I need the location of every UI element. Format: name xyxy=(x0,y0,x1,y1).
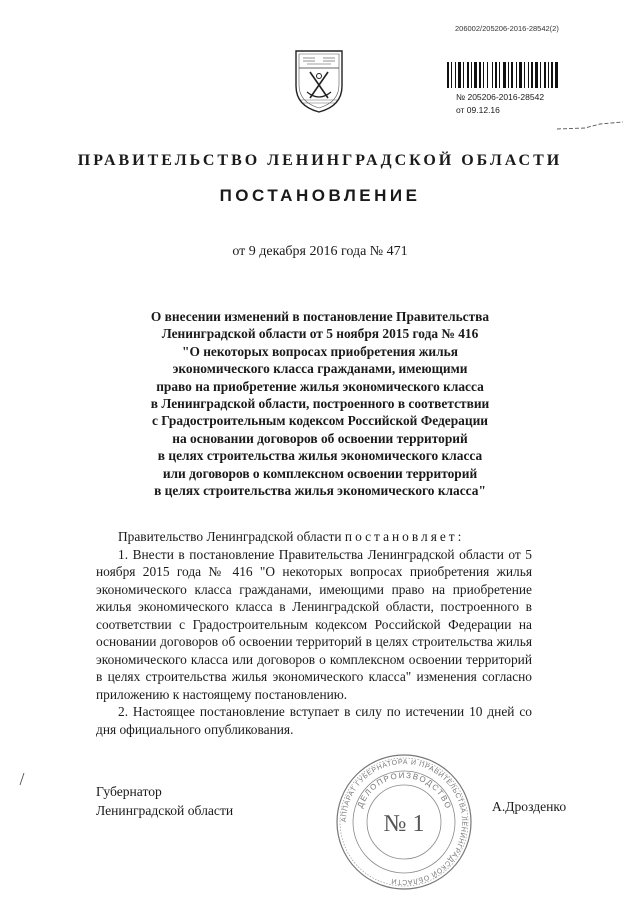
document-date-number: от 9 декабря 2016 года № 471 xyxy=(232,244,408,259)
subject-line: Ленинградской области от 5 ноября 2015 года № 416 xyxy=(161,326,479,342)
item-1: 1. Внести в постановление Правительства Ленинградской области от 5 ноября 2015 года № 416 "О некоторых вопросах приобретения жилья экономического класса гражданами, имеющими право на приобретение жилья экономического класса в Ленинградской области, построенного в соответствии с Градостроительным кодексом Российской Федерации на основании договоров об освоении территорий в целях строительства жилья экономического класса или договоров о комплексном освоении территорий в целях строительства жилья экономического класса" изменения согласно приложению к настоящему постановлению. xyxy=(96,546,532,702)
registration-number-top: 206002/205206-2016-28542(2) xyxy=(455,24,559,33)
subject-line: или договоров о комплексном освоении территорий xyxy=(162,465,478,481)
coat-of-arms-icon xyxy=(293,48,345,114)
stamp-center-text: № 1 xyxy=(383,811,425,837)
signatory-title-line: Губернатор xyxy=(96,784,162,799)
item-2: 2. Настоящее постановление вступает в силу по истечении 10 дней со дня официального опубликования. xyxy=(96,704,532,737)
barcode xyxy=(447,62,593,88)
stamp-inner-text: ДЕЛОПРОИЗВОДСТВО xyxy=(355,770,454,811)
signatory-title-line: Ленинградской области xyxy=(96,803,234,818)
document-body xyxy=(96,528,532,738)
pen-mark xyxy=(18,772,26,786)
subject-line: экономического класса гражданами, имеющими xyxy=(172,361,468,377)
subject-line: право на приобретение жилья экономического класса xyxy=(156,378,484,394)
document-subject xyxy=(110,308,530,499)
registration-date: от 09.12.16 xyxy=(456,105,500,115)
handwritten-mark xyxy=(555,118,625,132)
document-type: ПОСТАНОВЛЕНИЕ xyxy=(219,186,421,205)
subject-line: на основании договоров об освоении территорий xyxy=(172,430,468,446)
subject-line: О внесении изменений в постановление Правительства xyxy=(150,309,490,324)
subject-line: с Градостроительным кодексом Российской Федерации xyxy=(151,413,489,429)
government-title: ПРАВИТЕЛЬСТВО ЛЕНИНГРАДСКОЙ ОБЛАСТИ xyxy=(77,152,563,169)
signatory-title xyxy=(96,782,233,820)
official-stamp xyxy=(334,752,474,892)
stamp-outer-text: АППАРАТ ГУБЕРНАТОРА И ПРАВИТЕЛЬСТВА ЛЕНИНГРАДСКОЙ ОБЛАСТИ xyxy=(340,758,468,886)
preamble-subject: Правительство Ленинградской области xyxy=(118,529,345,544)
preamble xyxy=(96,528,532,546)
registration-number: № 205206-2016-28542 xyxy=(456,92,545,102)
subject-line: "О некоторых вопросах приобретения жилья xyxy=(182,343,458,359)
subject-line: в Ленинградской области, построенного в соответствии xyxy=(150,396,490,412)
subject-line: в целях строительства жилья экономического класса" xyxy=(154,483,486,499)
subject-line: в целях строительства жилья экономического класса xyxy=(157,448,483,464)
signatory-name: А.Дрозденко xyxy=(492,799,567,814)
preamble-verb: постановляет: xyxy=(344,529,465,544)
